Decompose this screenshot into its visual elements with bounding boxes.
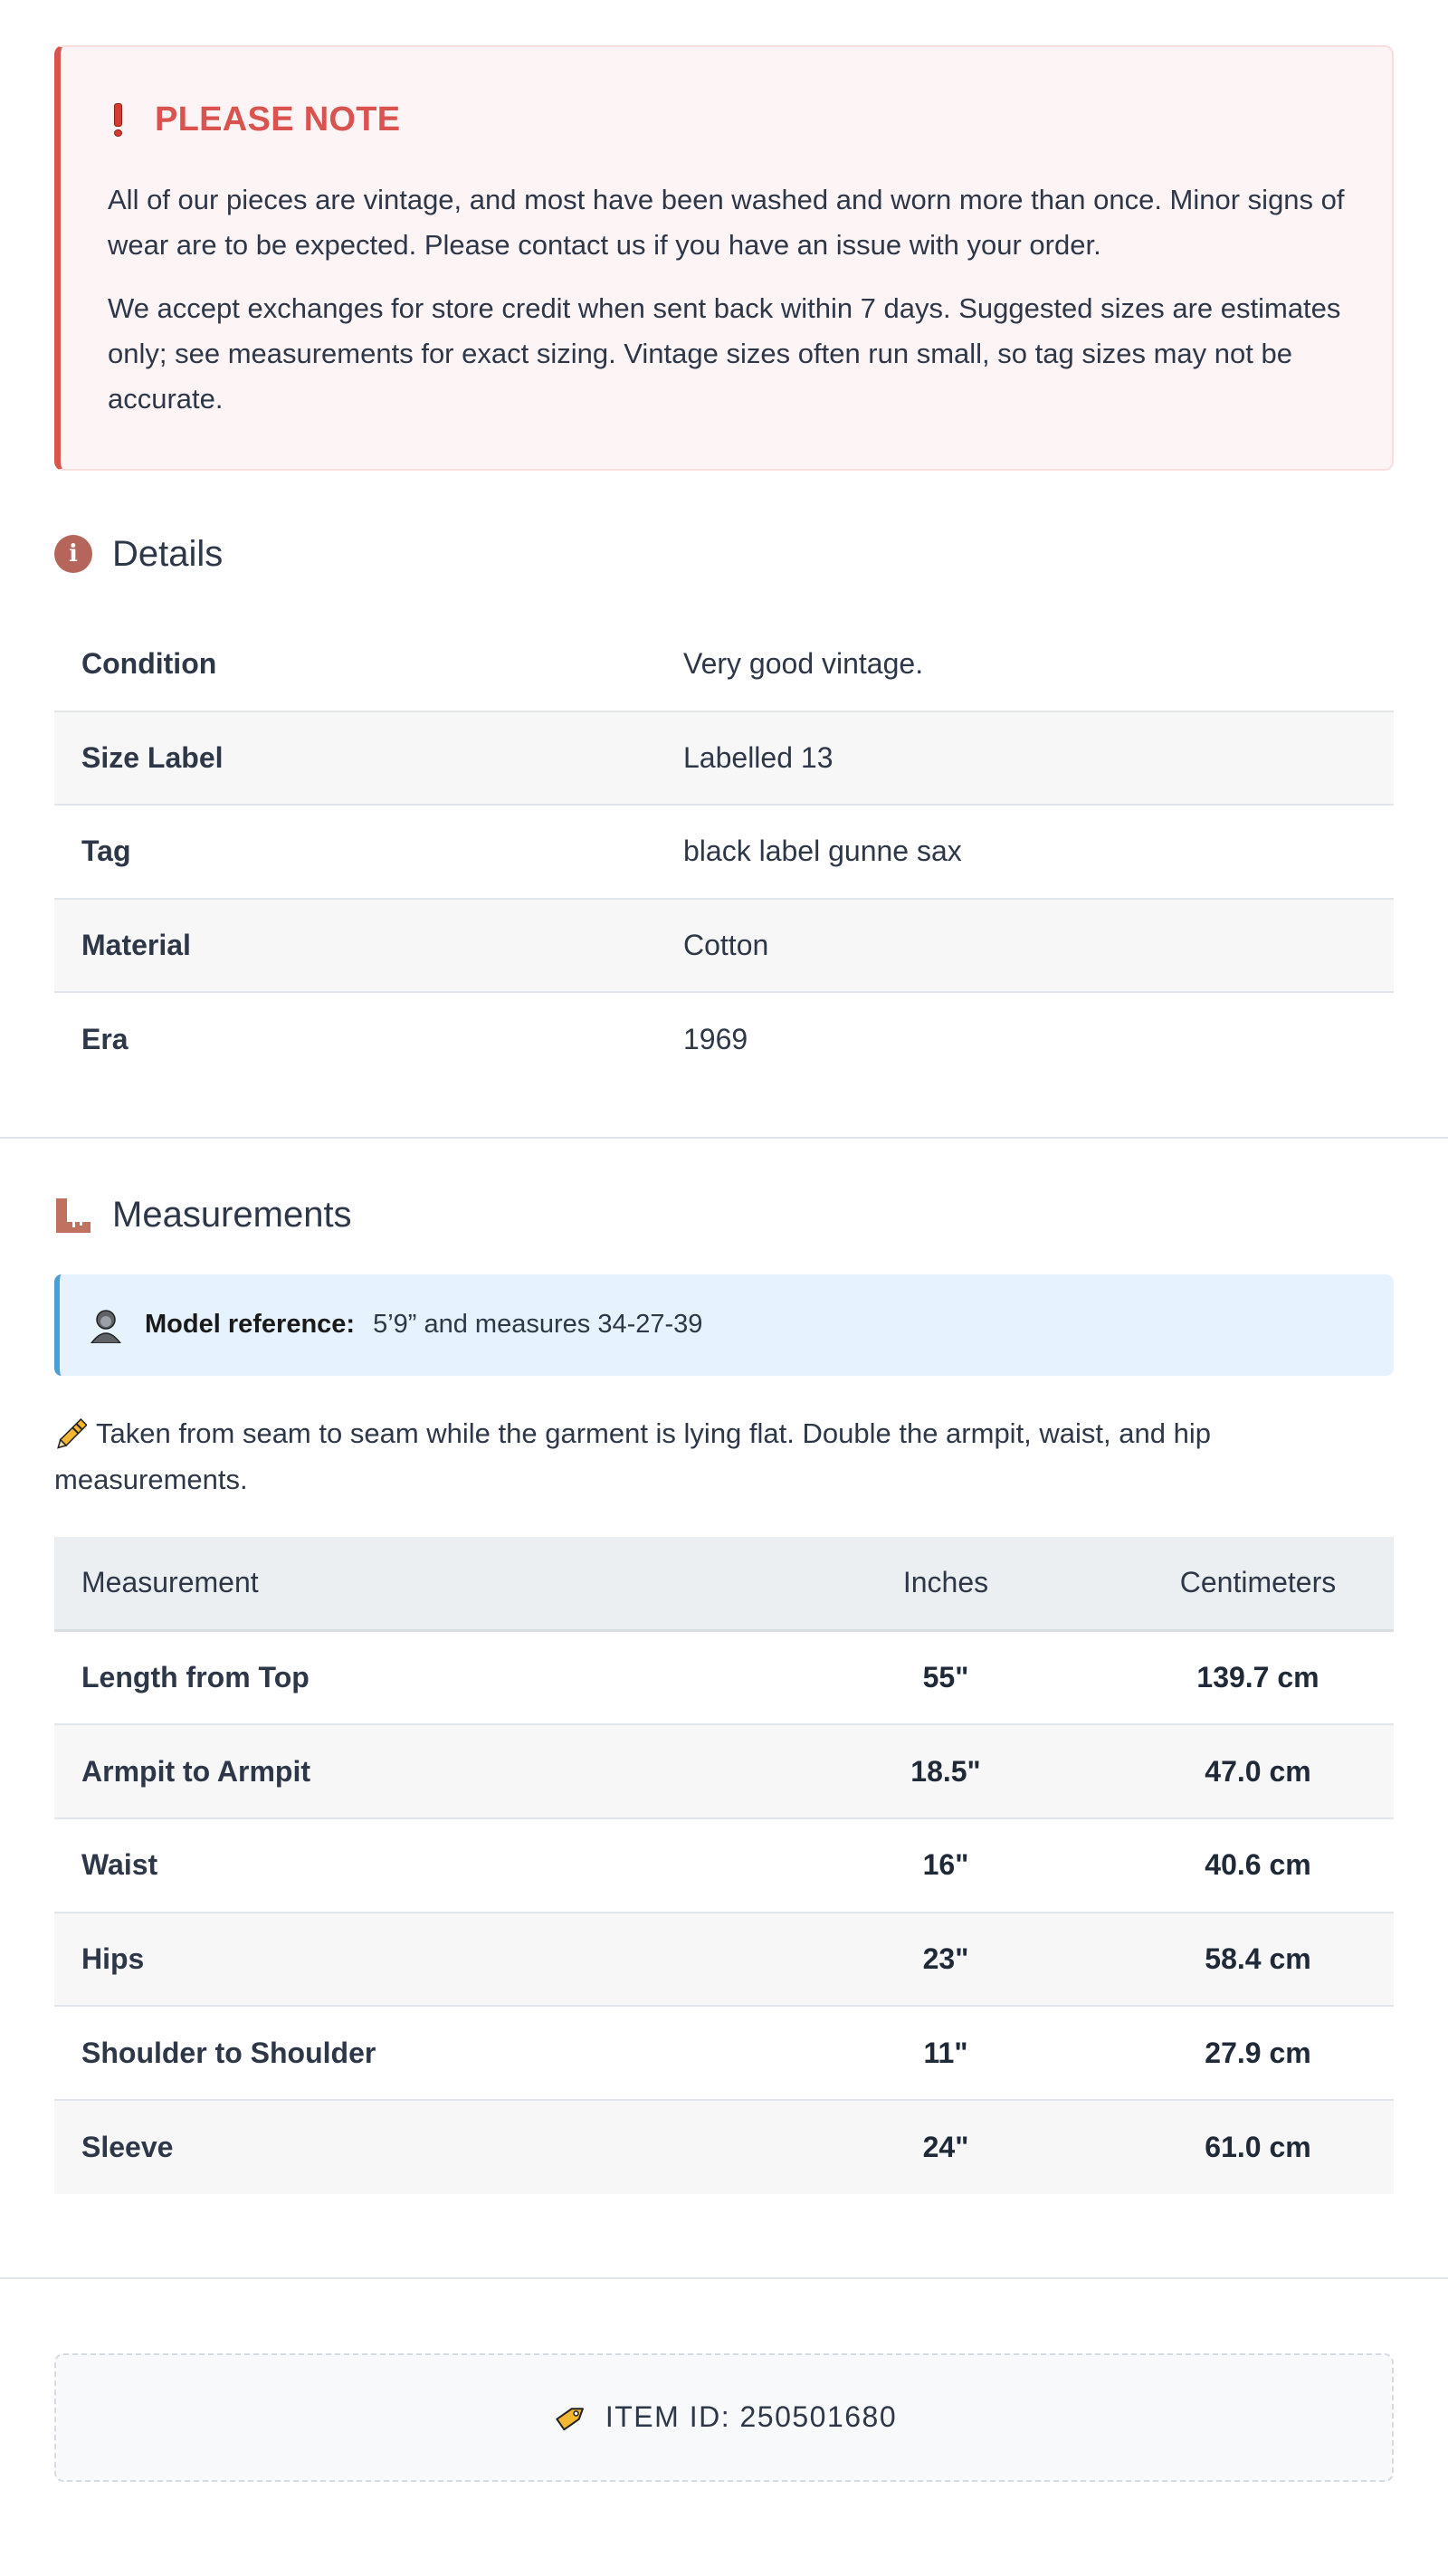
measurements-heading (54, 1188, 1394, 1243)
table-row (54, 805, 1394, 899)
details-table (54, 617, 1394, 1086)
measurement-inches: 11" (923, 2036, 968, 2069)
measurements-section (0, 1188, 1448, 2194)
table-row (54, 617, 1394, 711)
measurement-inches: 16" (922, 1848, 969, 1882)
table-row (54, 992, 1394, 1086)
measurement-name: Waist (81, 1848, 158, 1882)
measurement-cm: 27.9 cm (1205, 2036, 1311, 2069)
page-content (0, 45, 1448, 1086)
model-reference-value: 5’9” and measures 34-27-39 (373, 1310, 703, 1339)
model-reference-box (54, 1274, 1394, 1376)
notice-header (108, 101, 1347, 138)
measurement-cm: 47.0 cm (1205, 1754, 1311, 1788)
item-id-text: ITEM ID: 250501680 (605, 2400, 898, 2434)
table-row (54, 1818, 1394, 1913)
table-row (54, 1724, 1394, 1818)
table-row (54, 899, 1394, 993)
measurement-name: Sleeve (81, 2130, 174, 2163)
divider (0, 1137, 1448, 1139)
item-id-box (54, 2353, 1394, 2482)
measurement-cm: 139.7 cm (1196, 1661, 1319, 1694)
instructions-text: Taken from seam to seam while the garment is lying flat. Double the armpit, waist, and hip measurements. (54, 1417, 1211, 1495)
tag-icon (551, 2399, 589, 2437)
measurement-name: Shoulder to Shoulder (81, 2036, 376, 2069)
measurements-title: Measurements (112, 1195, 352, 1235)
measurement-name: Length from Top (81, 1661, 310, 1694)
detail-label: Size Label (81, 740, 224, 774)
measurement-name: Hips (81, 1942, 145, 1975)
detail-label: Material (81, 928, 191, 961)
measurement-inches: 18.5" (910, 1754, 981, 1788)
detail-value: Cotton (683, 928, 769, 961)
table-row (54, 2100, 1394, 2194)
detail-value: Very good vintage. (683, 646, 924, 680)
pencil-icon (54, 1418, 87, 1451)
item-section (0, 2353, 1448, 2518)
detail-value: 1969 (683, 1022, 748, 1055)
measurement-inches: 23" (922, 1942, 969, 1975)
divider (0, 2277, 1448, 2279)
table-row (54, 711, 1394, 806)
measurement-name: Armpit to Armpit (81, 1754, 311, 1788)
measurement-inches: 24" (922, 2130, 969, 2163)
measurement-cm: 61.0 cm (1205, 2130, 1311, 2163)
column-header-inches: Inches (902, 1566, 989, 1599)
ruler-icon (54, 1197, 92, 1235)
measurements-table (54, 1537, 1394, 2194)
notice-title: PLEASE NOTE (155, 100, 401, 138)
details-title: Details (112, 533, 224, 574)
measurement-instructions (54, 1410, 1394, 1503)
exclamation-icon (111, 101, 124, 138)
measurement-cm: 58.4 cm (1205, 1942, 1311, 1975)
detail-value: black label gunne sax (683, 835, 962, 868)
table-row (54, 2006, 1394, 2100)
detail-label: Tag (81, 835, 131, 868)
table-row (54, 1913, 1394, 2007)
person-icon (89, 1307, 123, 1343)
notice-box (54, 45, 1394, 471)
detail-value: Labelled 13 (683, 740, 834, 774)
table-header-row (54, 1537, 1394, 1631)
notice-paragraph: All of our pieces are vintage, and most have been washed and worn more than once. Minor signs of wear are to be expected. Please contact us if you have an issue with your order. (108, 184, 1345, 261)
measurement-cm: 40.6 cm (1205, 1848, 1311, 1882)
info-icon: i (54, 535, 92, 573)
detail-label: Era (81, 1022, 129, 1055)
measurement-inches: 55" (922, 1661, 969, 1694)
model-reference-label: Model reference: (145, 1310, 356, 1339)
column-header-measurement: Measurement (81, 1566, 259, 1599)
details-heading (54, 527, 1394, 581)
table-row (54, 1631, 1394, 1725)
detail-label: Condition (81, 646, 217, 680)
column-header-centimeters: Centimeters (1179, 1566, 1337, 1599)
notice-paragraph: We accept exchanges for store credit when sent back within 7 days. Suggested sizes are estimates only; see measurements for exact sizing. Vintage sizes often run small, so tag sizes may not be accurate. (108, 292, 1341, 415)
